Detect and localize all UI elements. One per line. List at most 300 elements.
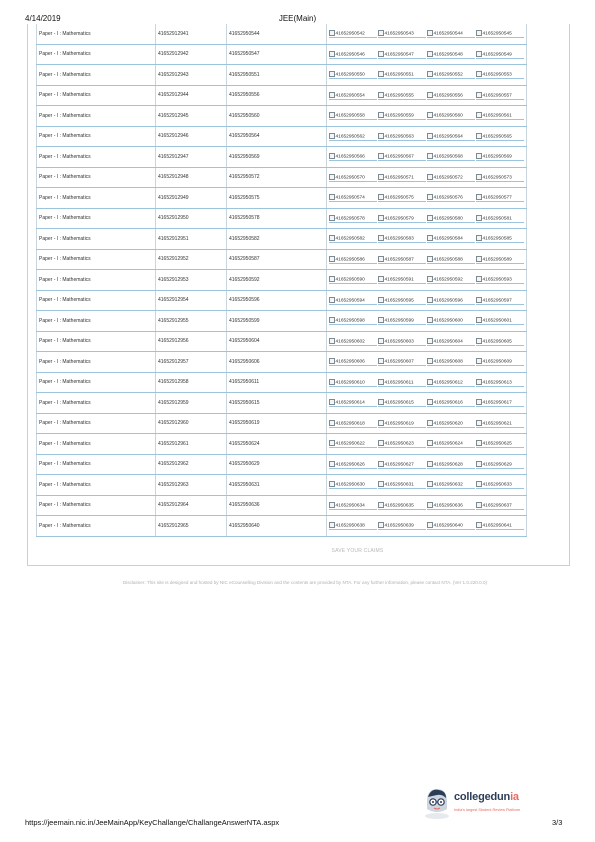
question-id-cell: 41652912951 (156, 229, 227, 250)
option-checkbox[interactable] (427, 256, 433, 262)
answer-id-cell: 41652950560 (227, 106, 327, 127)
option-label: 41652950634 (335, 502, 365, 508)
options-cell (327, 475, 527, 496)
option-choice[interactable] (476, 378, 524, 387)
option-choice[interactable] (427, 439, 475, 448)
option-label: 41652950556 (433, 92, 463, 98)
option-label: 41652950628 (433, 461, 463, 467)
option-label: 41652950544 (433, 31, 463, 37)
options-cell (327, 454, 527, 475)
option-label: 41652950623 (384, 441, 414, 447)
options-cell (327, 516, 527, 537)
question-id-cell: 41652912948 (156, 167, 227, 188)
option-checkbox[interactable] (378, 461, 384, 467)
option-checkbox[interactable] (476, 297, 482, 303)
options-cell (327, 85, 527, 106)
option-choice[interactable] (476, 460, 524, 469)
options-cell (327, 331, 527, 352)
option-choice[interactable] (378, 70, 426, 79)
option-checkbox[interactable] (476, 215, 482, 221)
option-checkbox[interactable] (329, 276, 335, 282)
paper-cell: Paper - I : Mathematics (37, 434, 156, 455)
option-label: 41652950593 (482, 277, 512, 283)
option-choice[interactable] (427, 378, 475, 387)
option-choice[interactable] (329, 439, 377, 448)
option-checkbox[interactable] (378, 317, 384, 323)
option-label: 41652950638 (335, 523, 365, 529)
option-choice[interactable] (378, 234, 426, 243)
option-choice[interactable] (329, 275, 377, 284)
option-choice[interactable] (427, 50, 475, 59)
option-checkbox[interactable] (427, 461, 433, 467)
option-choice[interactable] (329, 460, 377, 469)
paper-cell: Paper - I : Mathematics (37, 352, 156, 373)
table-row (37, 65, 527, 86)
option-label: 41652950598 (335, 318, 365, 324)
option-choice[interactable] (476, 357, 524, 366)
option-checkbox[interactable] (329, 92, 335, 98)
option-checkbox[interactable] (476, 30, 482, 36)
question-id-cell: 41652912947 (156, 147, 227, 168)
option-choice[interactable] (427, 275, 475, 284)
option-choice[interactable] (378, 398, 426, 407)
option-choice[interactable] (378, 357, 426, 366)
option-checkbox[interactable] (378, 338, 384, 344)
option-choice[interactable] (427, 501, 475, 510)
paper-cell: Paper - I : Mathematics (37, 65, 156, 86)
option-choice[interactable] (329, 357, 377, 366)
option-checkbox[interactable] (329, 502, 335, 508)
option-checkbox[interactable] (476, 338, 482, 344)
options-cell (327, 290, 527, 311)
option-checkbox[interactable] (476, 481, 482, 487)
option-checkbox[interactable] (329, 235, 335, 241)
question-id-cell: 41652912962 (156, 454, 227, 475)
option-checkbox[interactable] (329, 522, 335, 528)
option-choice[interactable] (427, 398, 475, 407)
option-checkbox[interactable] (329, 440, 335, 446)
question-id-cell: 41652912954 (156, 290, 227, 311)
option-checkbox[interactable] (329, 112, 335, 118)
option-checkbox[interactable] (476, 92, 482, 98)
option-checkbox[interactable] (378, 235, 384, 241)
option-choice[interactable] (378, 296, 426, 305)
table-row (37, 44, 527, 65)
table-row (37, 393, 527, 414)
paper-cell: Paper - I : Mathematics (37, 495, 156, 516)
question-id-cell: 41652912950 (156, 208, 227, 229)
option-checkbox[interactable] (476, 153, 482, 159)
option-checkbox[interactable] (427, 379, 433, 385)
option-label: 41652950563 (384, 133, 414, 139)
option-label: 41652950560 (433, 113, 463, 119)
answer-id-cell: 41652950629 (227, 454, 327, 475)
option-choice[interactable] (476, 255, 524, 264)
option-choice[interactable] (427, 521, 475, 530)
option-checkbox[interactable] (329, 317, 335, 323)
option-choice[interactable] (427, 316, 475, 325)
option-choice[interactable] (329, 521, 377, 530)
option-checkbox[interactable] (476, 358, 482, 364)
option-checkbox[interactable] (378, 92, 384, 98)
option-checkbox[interactable] (329, 461, 335, 467)
paper-cell: Paper - I : Mathematics (37, 24, 156, 44)
option-checkbox[interactable] (329, 215, 335, 221)
page-title: JEE(Main) (278, 14, 317, 23)
option-checkbox[interactable] (378, 153, 384, 159)
question-id-cell: 41652912946 (156, 126, 227, 147)
option-label: 41652950627 (384, 461, 414, 467)
table-row (37, 167, 527, 188)
option-checkbox[interactable] (427, 215, 433, 221)
option-checkbox[interactable] (476, 420, 482, 426)
option-choice[interactable] (329, 296, 377, 305)
option-label: 41652950614 (335, 400, 365, 406)
option-checkbox[interactable] (378, 194, 384, 200)
option-choice[interactable] (476, 296, 524, 305)
option-choice[interactable] (378, 214, 426, 223)
option-choice[interactable] (329, 316, 377, 325)
option-checkbox[interactable] (476, 502, 482, 508)
option-checkbox[interactable] (329, 481, 335, 487)
option-label: 41652950570 (335, 174, 365, 180)
table-row (37, 147, 527, 168)
option-label: 41652950557 (482, 92, 512, 98)
option-label: 41652950550 (335, 72, 365, 78)
paper-cell: Paper - I : Mathematics (37, 311, 156, 332)
option-choice[interactable] (476, 275, 524, 284)
option-checkbox[interactable] (427, 297, 433, 303)
option-choice[interactable] (427, 234, 475, 243)
option-choice[interactable] (476, 214, 524, 223)
option-checkbox[interactable] (378, 358, 384, 364)
option-choice[interactable] (378, 255, 426, 264)
option-checkbox[interactable] (476, 379, 482, 385)
option-choice[interactable] (378, 29, 426, 38)
option-checkbox[interactable] (476, 51, 482, 57)
option-checkbox[interactable] (329, 379, 335, 385)
option-choice[interactable] (378, 91, 426, 100)
option-choice[interactable] (329, 152, 377, 161)
option-label: 41652950542 (335, 31, 365, 37)
option-checkbox[interactable] (378, 51, 384, 57)
option-choice[interactable] (329, 132, 377, 141)
option-checkbox[interactable] (378, 502, 384, 508)
option-choice[interactable] (329, 398, 377, 407)
option-label: 41652950602 (335, 338, 365, 344)
option-label: 41652950576 (433, 195, 463, 201)
option-checkbox[interactable] (427, 112, 433, 118)
option-choice[interactable] (329, 337, 377, 346)
option-checkbox[interactable] (476, 522, 482, 528)
option-label: 41652950599 (384, 318, 414, 324)
option-choice[interactable] (476, 70, 524, 79)
option-choice[interactable] (378, 460, 426, 469)
option-checkbox[interactable] (329, 194, 335, 200)
option-choice[interactable] (476, 439, 524, 448)
option-choice[interactable] (329, 214, 377, 223)
option-checkbox[interactable] (427, 194, 433, 200)
option-checkbox[interactable] (378, 522, 384, 528)
paper-cell: Paper - I : Mathematics (37, 372, 156, 393)
option-checkbox[interactable] (427, 92, 433, 98)
option-checkbox[interactable] (427, 71, 433, 77)
option-label: 41652950568 (433, 154, 463, 160)
option-choice[interactable] (476, 398, 524, 407)
option-checkbox[interactable] (329, 399, 335, 405)
option-choice[interactable] (476, 91, 524, 100)
option-choice[interactable] (378, 132, 426, 141)
option-label: 41652950586 (335, 256, 365, 262)
option-choice[interactable] (378, 50, 426, 59)
option-checkbox[interactable] (476, 71, 482, 77)
option-choice[interactable] (476, 152, 524, 161)
option-checkbox[interactable] (329, 71, 335, 77)
option-checkbox[interactable] (378, 481, 384, 487)
option-checkbox[interactable] (427, 317, 433, 323)
page-url: https://jeemain.nic.in/JeeMainApp/KeyChallange/ChallangeAnswerNTA.aspx (25, 818, 280, 827)
logo-wordmark-accent: ia (510, 791, 519, 803)
option-checkbox[interactable] (476, 194, 482, 200)
option-checkbox[interactable] (427, 338, 433, 344)
option-checkbox[interactable] (329, 153, 335, 159)
option-label: 41652950555 (384, 92, 414, 98)
option-choice[interactable] (427, 111, 475, 120)
option-checkbox[interactable] (427, 174, 433, 180)
question-id-cell: 41652912943 (156, 65, 227, 86)
option-label: 41652950616 (433, 400, 463, 406)
option-choice[interactable] (378, 501, 426, 510)
option-choice[interactable] (329, 193, 377, 202)
option-choice[interactable] (476, 173, 524, 182)
paper-cell: Paper - I : Mathematics (37, 475, 156, 496)
option-checkbox[interactable] (329, 174, 335, 180)
option-choice[interactable] (476, 316, 524, 325)
option-choice[interactable] (427, 70, 475, 79)
option-checkbox[interactable] (378, 440, 384, 446)
option-choice[interactable] (427, 296, 475, 305)
option-checkbox[interactable] (427, 276, 433, 282)
option-choice[interactable] (378, 521, 426, 530)
option-checkbox[interactable] (329, 297, 335, 303)
table-row (37, 311, 527, 332)
options-cell (327, 495, 527, 516)
option-label: 41652950574 (335, 195, 365, 201)
option-checkbox[interactable] (427, 235, 433, 241)
option-choice[interactable] (329, 234, 377, 243)
table-row (37, 126, 527, 147)
option-checkbox[interactable] (427, 133, 433, 139)
question-id-cell: 41652912957 (156, 352, 227, 373)
paper-cell: Paper - I : Mathematics (37, 44, 156, 65)
question-id-cell: 41652912945 (156, 106, 227, 127)
option-checkbox[interactable] (329, 133, 335, 139)
option-checkbox[interactable] (427, 399, 433, 405)
option-choice[interactable] (427, 173, 475, 182)
option-checkbox[interactable] (378, 215, 384, 221)
option-label: 41652950620 (433, 420, 463, 426)
option-label: 41652950603 (384, 338, 414, 344)
option-choice[interactable] (476, 521, 524, 530)
option-choice[interactable] (378, 193, 426, 202)
logo-wordmark-main: collegedun (454, 791, 511, 803)
option-checkbox[interactable] (476, 276, 482, 282)
option-choice[interactable] (329, 50, 377, 59)
option-choice[interactable] (427, 480, 475, 489)
answer-id-cell: 41652950569 (227, 147, 327, 168)
option-choice[interactable] (378, 173, 426, 182)
option-checkbox[interactable] (378, 133, 384, 139)
option-label: 41652950619 (384, 420, 414, 426)
option-choice[interactable] (476, 501, 524, 510)
option-checkbox[interactable] (427, 522, 433, 528)
option-choice[interactable] (476, 193, 524, 202)
paper-cell: Paper - I : Mathematics (37, 85, 156, 106)
option-checkbox[interactable] (329, 30, 335, 36)
option-checkbox[interactable] (476, 461, 482, 467)
option-choice[interactable] (476, 337, 524, 346)
option-checkbox[interactable] (476, 256, 482, 262)
option-checkbox[interactable] (476, 174, 482, 180)
option-checkbox[interactable] (378, 420, 384, 426)
option-choice[interactable] (427, 152, 475, 161)
option-checkbox[interactable] (378, 379, 384, 385)
option-label: 41652950632 (433, 482, 463, 488)
option-choice[interactable] (476, 480, 524, 489)
table-row (37, 249, 527, 270)
option-choice[interactable] (476, 132, 524, 141)
option-checkbox[interactable] (378, 256, 384, 262)
option-checkbox[interactable] (427, 30, 433, 36)
option-label: 41652950605 (482, 338, 512, 344)
option-choice[interactable] (427, 29, 475, 38)
option-checkbox[interactable] (329, 338, 335, 344)
option-checkbox[interactable] (427, 358, 433, 364)
option-checkbox[interactable] (476, 440, 482, 446)
option-choice[interactable] (329, 378, 377, 387)
question-id-cell: 41652912956 (156, 331, 227, 352)
option-checkbox[interactable] (329, 420, 335, 426)
option-choice[interactable] (427, 91, 475, 100)
option-checkbox[interactable] (378, 174, 384, 180)
option-checkbox[interactable] (476, 399, 482, 405)
option-label: 41652950591 (384, 277, 414, 283)
option-label: 41652950618 (335, 420, 365, 426)
option-label: 41652950551 (384, 72, 414, 78)
option-choice[interactable] (427, 132, 475, 141)
question-id-cell: 41652912952 (156, 249, 227, 270)
option-choice[interactable] (378, 316, 426, 325)
answer-key-table (36, 24, 527, 537)
option-choice[interactable] (329, 111, 377, 120)
option-label: 41652950611 (384, 379, 414, 385)
option-checkbox[interactable] (476, 317, 482, 323)
answer-id-cell: 41652950551 (227, 65, 327, 86)
option-choice[interactable] (476, 29, 524, 38)
option-choice[interactable] (427, 337, 475, 346)
option-checkbox[interactable] (378, 30, 384, 36)
option-checkbox[interactable] (427, 440, 433, 446)
answer-id-cell: 41652950631 (227, 475, 327, 496)
answer-id-cell: 41652950624 (227, 434, 327, 455)
option-choice[interactable] (378, 439, 426, 448)
option-label: 41652950543 (384, 31, 414, 37)
option-label: 41652950582 (335, 236, 365, 242)
option-choice[interactable] (378, 419, 426, 428)
option-choice[interactable] (476, 111, 524, 120)
option-checkbox[interactable] (427, 420, 433, 426)
option-checkbox[interactable] (476, 133, 482, 139)
option-checkbox[interactable] (378, 399, 384, 405)
option-choice[interactable] (329, 91, 377, 100)
option-choice[interactable] (427, 214, 475, 223)
option-checkbox[interactable] (476, 235, 482, 241)
option-choice[interactable] (329, 419, 377, 428)
option-label: 41652950566 (335, 154, 365, 160)
option-checkbox[interactable] (427, 153, 433, 159)
option-label: 41652950592 (433, 277, 463, 283)
answer-id-cell: 41652950596 (227, 290, 327, 311)
option-choice[interactable] (378, 275, 426, 284)
option-checkbox[interactable] (329, 358, 335, 364)
option-choice[interactable] (378, 378, 426, 387)
options-cell (327, 413, 527, 434)
option-choice[interactable] (427, 357, 475, 366)
option-choice[interactable] (427, 255, 475, 264)
paper-cell: Paper - I : Mathematics (37, 106, 156, 127)
option-checkbox[interactable] (329, 51, 335, 57)
option-choice[interactable] (329, 480, 377, 489)
question-id-cell: 41652912942 (156, 44, 227, 65)
option-choice[interactable] (378, 480, 426, 489)
option-choice[interactable] (378, 111, 426, 120)
option-choice[interactable] (378, 337, 426, 346)
option-choice[interactable] (427, 419, 475, 428)
option-choice[interactable] (329, 501, 377, 510)
option-choice[interactable] (329, 173, 377, 182)
paper-cell: Paper - I : Mathematics (37, 229, 156, 250)
answer-id-cell: 41652950615 (227, 393, 327, 414)
paper-cell: Paper - I : Mathematics (37, 208, 156, 229)
option-checkbox[interactable] (378, 112, 384, 118)
option-choice[interactable] (329, 29, 377, 38)
options-cell (327, 106, 527, 127)
option-checkbox[interactable] (329, 256, 335, 262)
option-choice[interactable] (427, 460, 475, 469)
option-label: 41652950562 (335, 133, 365, 139)
option-checkbox[interactable] (427, 481, 433, 487)
option-choice[interactable] (378, 152, 426, 161)
option-checkbox[interactable] (378, 71, 384, 77)
option-choice[interactable] (476, 234, 524, 243)
table-row (37, 188, 527, 209)
option-label: 41652950583 (384, 236, 414, 242)
option-checkbox[interactable] (427, 51, 433, 57)
save-claims-button[interactable]: SAVE YOUR CLAIMS (331, 548, 384, 554)
option-choice[interactable] (329, 255, 377, 264)
option-label: 41652950637 (482, 502, 512, 508)
table-row (37, 229, 527, 250)
option-choice[interactable] (476, 419, 524, 428)
option-choice[interactable] (476, 50, 524, 59)
option-checkbox[interactable] (476, 112, 482, 118)
option-checkbox[interactable] (427, 502, 433, 508)
answer-id-cell: 41652950592 (227, 270, 327, 291)
option-choice[interactable] (329, 70, 377, 79)
option-checkbox[interactable] (378, 297, 384, 303)
option-checkbox[interactable] (378, 276, 384, 282)
option-choice[interactable] (427, 193, 475, 202)
